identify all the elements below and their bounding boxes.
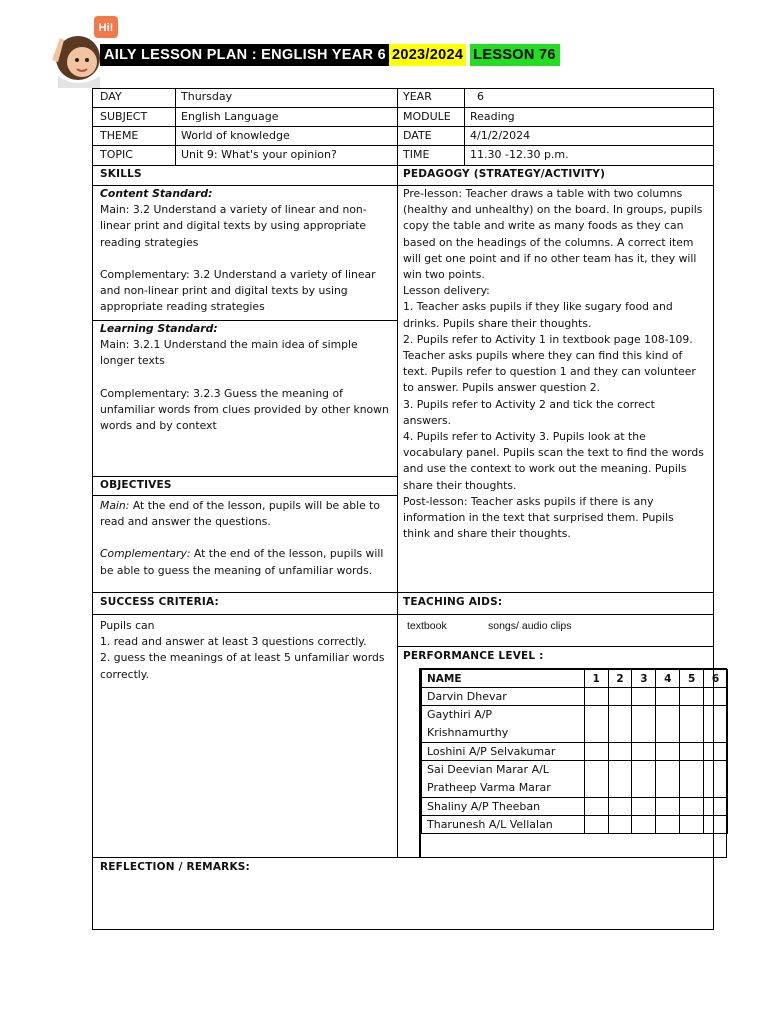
- learning-standard: [100, 321, 395, 434]
- table-row: [422, 816, 728, 834]
- time-value: 11.30 -12.30 p.m.: [470, 148, 569, 161]
- content-standard-label: Content Standard:: [100, 187, 213, 200]
- learning-comp-line: Complementary: 3.2.3 Guess the meaning of: [100, 386, 343, 400]
- success-line: Pupils can: [100, 619, 155, 632]
- level-header: 5: [680, 670, 704, 688]
- pedagogy-line: will get one point and if no other team has it, they will: [403, 251, 697, 265]
- content-main-line: reading strategies: [100, 235, 199, 249]
- level-header: 2: [608, 670, 632, 688]
- level-header: 4: [656, 670, 680, 688]
- learning-comp-line: words and by context: [100, 419, 217, 433]
- objectives-body: [100, 498, 395, 579]
- topic-value: Unit 9: What's your opinion?: [181, 148, 337, 161]
- objectives-main-text: read and answer the questions.: [100, 515, 271, 529]
- performance-heading: PERFORMANCE LEVEL :: [403, 650, 544, 662]
- pedagogy-body: [403, 186, 711, 542]
- topic-label: TOPIC: [100, 148, 133, 161]
- learning-comp-line: unfamiliar words from clues provided by other known: [100, 402, 389, 416]
- objectives-heading: OBJECTIVES: [100, 479, 172, 491]
- reflection-heading: REFLECTION / REMARKS:: [100, 861, 250, 873]
- pedagogy-line: copy the table and write as many foods as they can: [403, 219, 684, 233]
- success-line: 1. read and answer at least 3 questions correctly.: [100, 635, 367, 649]
- performance-table: [420, 668, 727, 858]
- pupil-name: Sai Deevian Marar A/L Pratheep Varma Marar: [422, 761, 585, 798]
- theme-label: THEME: [100, 129, 139, 142]
- content-standard: [100, 186, 395, 315]
- objectives-comp-text: be able to guess the meaning of unfamiliar words.: [100, 563, 373, 577]
- performance-header-row: [422, 670, 728, 688]
- pedagogy-line: and use the context to work out the meaning. Pupils: [403, 462, 687, 476]
- pedagogy-heading: PEDAGOGY (STRATEGY/ACTIVITY): [403, 168, 606, 180]
- pedagogy-line: (healthy and unhealthy) on the board. In groups, pupils: [403, 203, 703, 217]
- module-value: Reading: [470, 110, 515, 123]
- content-main-line: Main: 3.2 Understand a variety of linear and non-: [100, 203, 367, 217]
- pedagogy-line: 2. Pupils refer to Activity 1 in textbook page 108-109.: [403, 332, 693, 346]
- pedagogy-line: 4. Pupils refer to Activity 3. Pupils look at the: [403, 430, 646, 444]
- year-label: YEAR: [403, 90, 432, 103]
- success-line: correctly.: [100, 667, 150, 681]
- pupil-name: Loshini A/P Selvakumar: [422, 743, 585, 761]
- subject-label: SUBJECT: [100, 110, 148, 123]
- level-header: 6: [704, 670, 728, 688]
- year-value: 6: [477, 90, 484, 103]
- pedagogy-line: answers.: [403, 413, 452, 427]
- pedagogy-line: Post-lesson: Teacher asks pupils if there is any: [403, 494, 654, 508]
- teaching-aid-songs: songs/ audio clips: [488, 620, 572, 632]
- lesson-badge: LESSON 76: [470, 44, 559, 66]
- pedagogy-line: drinks. Pupils share their thoughts.: [403, 316, 592, 330]
- objectives-comp-label: Complementary:: [100, 547, 191, 561]
- page-title: AILY LESSON PLAN : ENGLISH YEAR 6: [100, 44, 389, 66]
- pedagogy-line: Pre-lesson: Teacher draws a table with two columns: [403, 187, 683, 200]
- pedagogy-line: win two points.: [403, 268, 485, 282]
- objectives-main-text: At the end of the lesson, pupils will be able to: [129, 499, 381, 512]
- pedagogy-line: share their thoughts.: [403, 478, 517, 492]
- pedagogy-line: Teacher asks pupils where they can find this kind of: [403, 349, 683, 363]
- pedagogy-line: vocabulary panel. Pupils scan the text to find the words: [403, 446, 704, 460]
- teaching-aids-heading: TEACHING AIDS:: [403, 596, 503, 608]
- pupil-name: Shaliny A/P Theeban: [422, 798, 585, 816]
- teaching-aid-textbook: textbook: [407, 620, 447, 632]
- avatar: [44, 16, 114, 88]
- pedagogy-line: to answer. Pupils answer question 2.: [403, 381, 601, 395]
- success-criteria-heading: SUCCESS CRITERIA:: [100, 596, 219, 608]
- objectives-main-label: Main:: [100, 499, 130, 512]
- pedagogy-line: 1. Teacher asks pupils if they like sugary food and: [403, 300, 673, 314]
- subject-value: English Language: [181, 110, 279, 123]
- pedagogy-line: think and share their thoughts.: [403, 527, 571, 541]
- date-value: 4/1/2/2024: [470, 129, 531, 142]
- day-label: DAY: [100, 90, 122, 103]
- learning-standard-label: Learning Standard:: [100, 322, 218, 335]
- pupil-name: Darvin Dhevar: [422, 688, 585, 706]
- success-line: 2. guess the meanings of at least 5 unfamiliar words: [100, 651, 385, 665]
- table-row: [422, 798, 728, 816]
- pupil-name: Tharunesh A/L Vellalan: [422, 816, 585, 834]
- pedagogy-line: 3. Pupils refer to Activity 2 and tick the correct: [403, 397, 655, 411]
- pedagogy-line: text. Pupils refer to question 1 and they can volunteer: [403, 365, 696, 379]
- time-label: TIME: [403, 148, 430, 161]
- level-header: 1: [584, 670, 608, 688]
- date-label: DATE: [403, 129, 432, 142]
- pedagogy-line: based on the headings of the columns. A correct item: [403, 235, 694, 249]
- year-badge: 2023/2024: [389, 44, 466, 66]
- content-comp-line: Complementary: 3.2 Understand a variety of linear: [100, 267, 376, 281]
- learning-main-line: Main: 3.2.1 Understand the main idea of simple: [100, 338, 358, 352]
- table-row: [422, 743, 728, 761]
- objectives-comp-text: At the end of the lesson, pupils will: [190, 547, 384, 561]
- pedagogy-line: Lesson delivery:: [403, 284, 490, 298]
- module-label: MODULE: [403, 110, 451, 123]
- learning-main-line: longer texts: [100, 354, 165, 368]
- day-value: Thursday: [181, 90, 233, 103]
- table-row: [422, 688, 728, 706]
- table-row: [422, 761, 728, 798]
- success-criteria-body: [100, 618, 395, 683]
- content-main-line: linear print and digital texts by using appropriate: [100, 219, 367, 233]
- pedagogy-line: information in the text that surprised them. Pupils: [403, 511, 674, 525]
- hi-badge: Hi!: [98, 22, 114, 34]
- name-header: NAME: [422, 670, 585, 688]
- pupil-name: Gaythiri A/P Krishnamurthy: [422, 706, 585, 743]
- skills-heading: SKILLS: [100, 168, 142, 180]
- content-comp-line: appropriate reading strategies: [100, 300, 265, 314]
- content-comp-line: and non-linear print and digital texts by using: [100, 284, 348, 298]
- level-header: 3: [632, 670, 656, 688]
- table-row: [422, 706, 728, 743]
- theme-value: World of knowledge: [181, 129, 290, 142]
- header-bar: [100, 44, 560, 66]
